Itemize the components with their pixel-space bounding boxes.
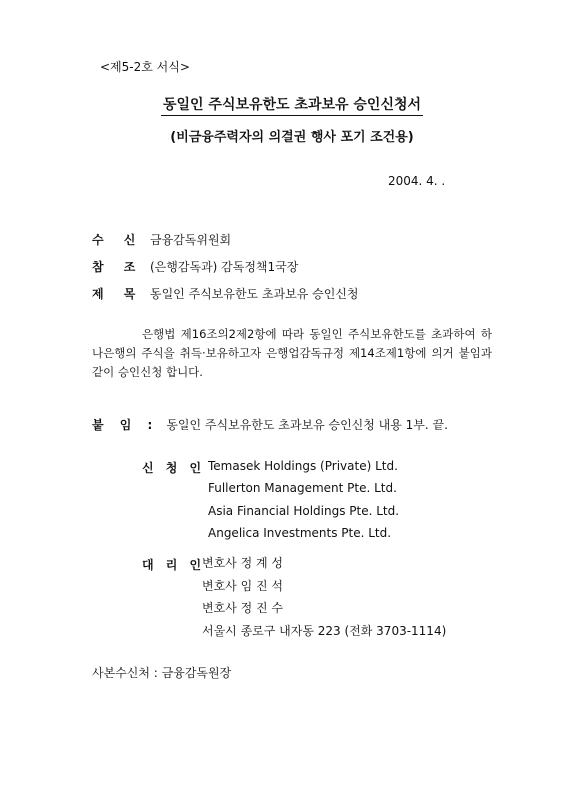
applicant-list [208, 455, 399, 544]
enclosure-line [92, 416, 448, 433]
agent-line: 변호사 정 진 수 [202, 601, 283, 616]
document-title [0, 94, 584, 114]
document-subtitle: (비금융주력자의 의결권 행사 포기 조건용) [170, 130, 414, 145]
agent-address: 서울시 종로구 내자동 223 (전화 3703-1114) [202, 623, 447, 638]
recipient-value: 금융감독위원회 [150, 233, 232, 247]
reference-label: 참 조 [92, 260, 136, 274]
agent-list [202, 552, 446, 642]
enclosure-text: 동일인 주식보유한도 초과보유 승인신청 내용 1부. 끝. [166, 418, 448, 432]
applicant-label: 신 청 인 [142, 461, 206, 475]
body-paragraph-text: 은행법 제16조의2제2항에 따라 동일인 주식보유한도를 초과하여 하나은행의 주식을 취득·보유하고자 은행업감독규정 제14조제1항에 의거 붙임과 같이 승인신청 합니다. [92, 327, 492, 379]
reference-value: (은행감독과) 감독정책1국장 [150, 260, 299, 274]
applicant-name: Fullerton Management Pte. Ltd. [208, 481, 397, 496]
carbon-copy-recipient: 사본수신처 : 금융감독원장 [92, 666, 232, 680]
document-date: 2004. 4. . [388, 174, 446, 188]
body-paragraph [92, 325, 492, 382]
applicant-name: Temasek Holdings (Private) Ltd. [208, 459, 398, 473]
document-title-text: 동일인 주식보유한도 초과보유 승인신청서 [161, 97, 423, 116]
recipient-label: 수 신 [92, 233, 136, 247]
agent-line: 변호사 정 계 성 [202, 556, 283, 570]
agent-line: 변호사 임 진 석 [202, 578, 283, 593]
subject-label: 제 목 [92, 287, 136, 301]
agent-label: 대 리 인 [142, 558, 206, 572]
applicant-name: Angelica Investments Pte. Ltd. [208, 525, 392, 540]
enclosure-label: 붙 임 : [92, 418, 159, 432]
form-number: <제5-2호 서식> [100, 60, 190, 74]
applicant-name: Asia Financial Holdings Pte. Ltd. [208, 503, 400, 518]
subject-value: 동일인 주식보유한도 초과보유 승인신청 [150, 287, 359, 301]
